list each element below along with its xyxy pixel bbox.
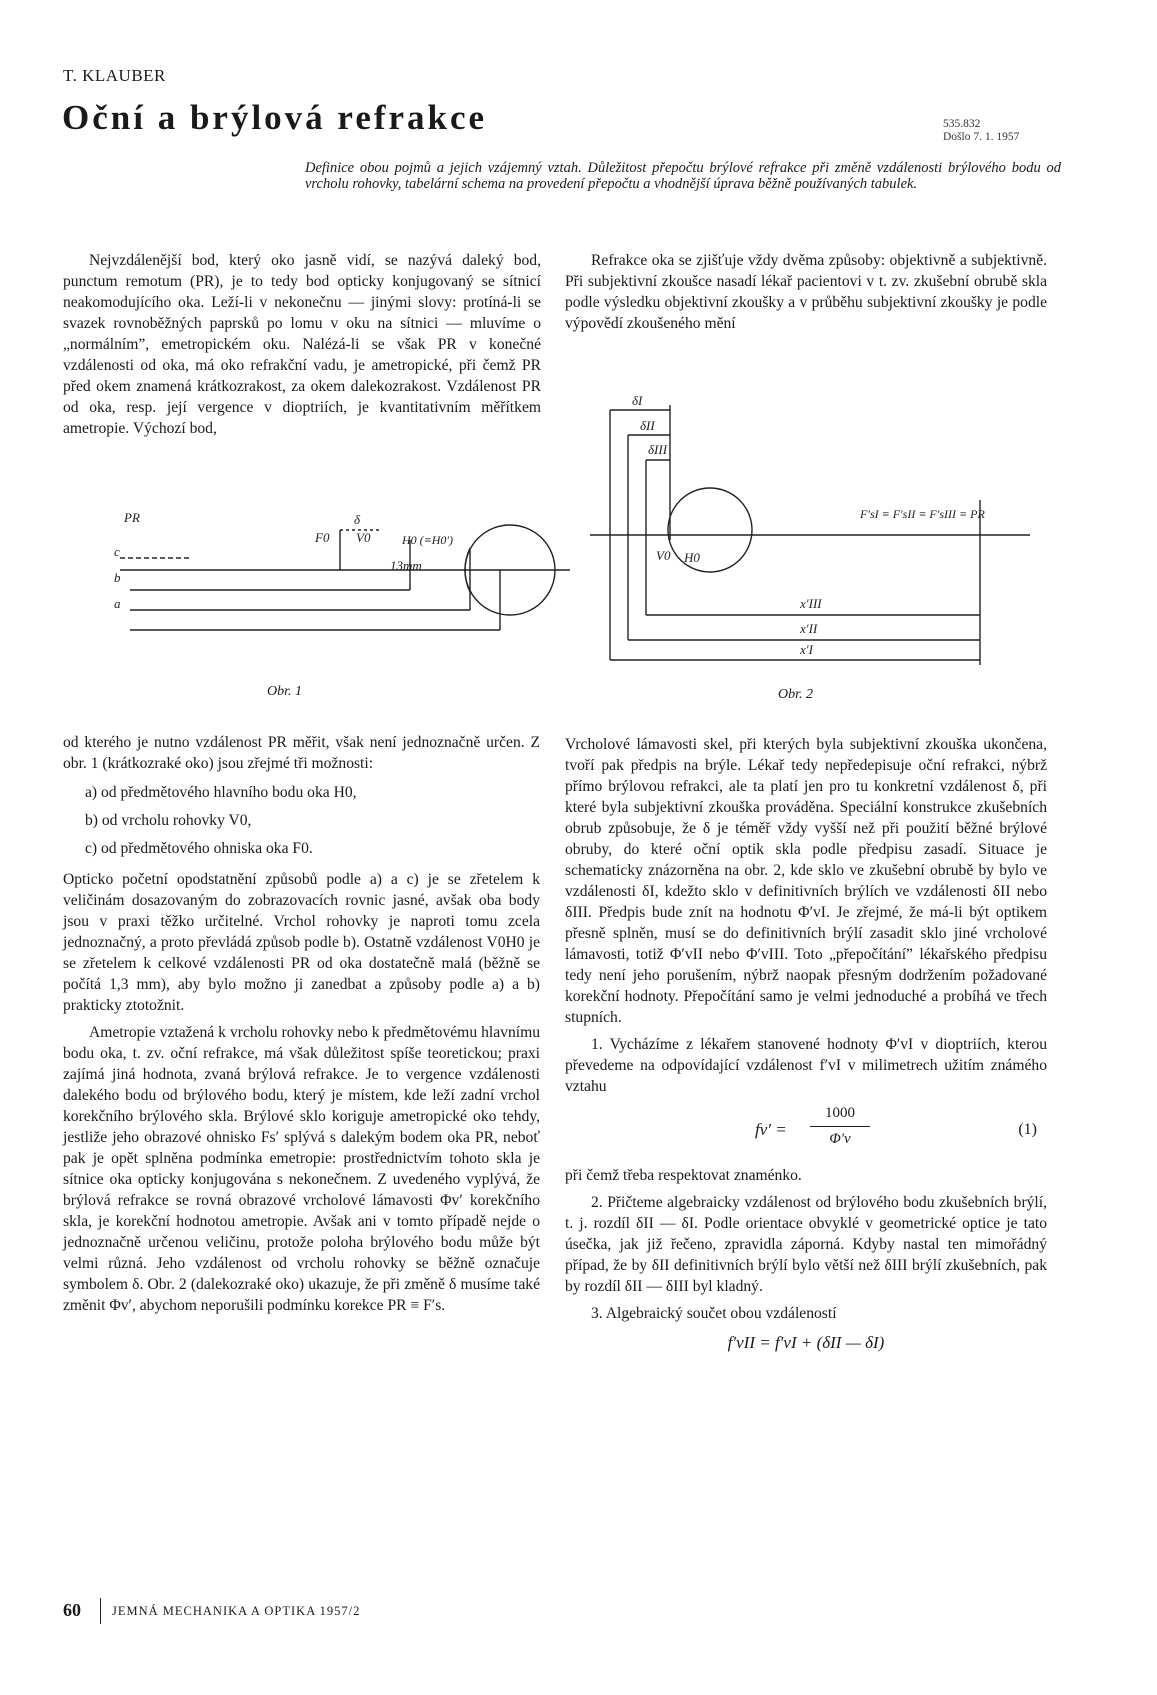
fig2-label-x2: x′II <box>800 621 818 636</box>
page-number: 60 <box>63 1600 81 1620</box>
equation-1 <box>565 1103 1047 1159</box>
author: T. KLAUBER <box>63 66 166 85</box>
received-date: Došlo 7. 1. 1957 <box>943 131 1020 143</box>
list-item: a) od předmětového hlavního bodu oka H0, <box>85 784 357 801</box>
equation-denominator: Φ′v <box>829 1131 851 1147</box>
paragraph: 3. Algebraický součet obou vzdáleností <box>591 1305 837 1322</box>
left-column-main <box>63 732 540 1316</box>
paragraph: od kterého je nutno vzdálenost PR měřit, však není jednoznačně určen. Z obr. 1 (krátkozraké oko) jsou zřejmé tři možnosti: <box>63 734 540 772</box>
classification-code: 535.832 <box>943 118 981 130</box>
fig1-label-pr: PR <box>124 510 140 525</box>
list-item: c) od předmětového ohniska oka F0. <box>85 840 313 857</box>
paragraph: při čemž třeba respektovat znaménko. <box>565 1167 802 1184</box>
right-column-main <box>565 734 1047 1361</box>
fig2-label-d3: δIII <box>648 442 668 457</box>
footer-divider <box>100 1598 101 1624</box>
fig2-label-d2: δII <box>640 418 655 433</box>
fig2-label-x3: x′III <box>800 596 822 611</box>
fig2-label-d1: δI <box>632 393 643 408</box>
paragraph: 1. Vycházíme z lékařem stanovené hodnoty Φ′vI v dioptriích, kterou převedeme na odpovídající vzdálenost f′vI v milimetrech užitím známého vztahu <box>565 1036 1047 1095</box>
fig1-label-v0: V0 <box>356 530 371 545</box>
fig2-label-v0: V0 <box>656 548 671 563</box>
paragraph: Opticko početní opodstatnění způsobů podle a) a c) je se zřetelem k veličinám dosazovaným do zobrazovacích rovnic jasné, avšak oba body jsou v praxi těžko určitelné. Vrchol rohovky je naproti tomu zcela jednoznačný, a proto převládá způsob podle b). Ostatně vzdálenost V0H0 je se zřetelem k celkové vzdálenosti PR od oka dostatečně malá (běžně se počítá 1,3 mm), aby bylo možno ji zanedbat a způsoby podle a) a b) prakticky ztotožnit. <box>63 871 540 1014</box>
fig1-label-a: a <box>114 596 121 611</box>
paragraph: Refrakce oka se zjišťuje vždy dvěma způsoby: objektivně a subjektivně. Při subjektivní zkoušce nasadí lékař pacientovi v t. zv. zkušební obrubě skla podle výsledku objektivní zkoušky a v průběhu subjektivní zkoušky je podle výpovědí zkoušeného mění <box>565 252 1047 332</box>
list-item: b) od vrcholu rohovky V0, <box>85 812 252 829</box>
fig2-label-fpr: F′sI ≡ F′sII ≡ F′sIII ≡ PR <box>860 507 985 521</box>
equation-number: (1) <box>1018 1121 1037 1138</box>
paragraph: Ametropie vztažená k vrcholu rohovky nebo k předmětovému hlavnímu bodu oka, t. zv. oční refrakce, má však důležitost spíše teoretickou; praxi zajímá jiná hodnota, zvaná brýlová refrakce. Je to vergence vzdálenosti dalekého bodu od brýlového bodu, který je místem, kde leží zadní vrchol korekčního brýlového skla. Brýlové sklo koriguje ametropické oko tehdy, jestliže jeho obrazové ohnisko Fs′ splývá s dalekým bodem oka PR, neboť pak je opět splněna podmínka emetropie: prostřednictvím tohoto skla je sítnice oka opticky konjugována s nekonečnem. Z uvedeného vyplývá, že brýlová refrakce se rovná obrazové vrcholové lámavosti Φv′ korekčního skla, je korekční hodnotou ametropie. Avšak ani v tomto případě nejde o jednoznačně určenou veličinu, protože poloha brýlového bodu může být velmi různá. Jeho vzdálenost od vrcholu rohovky se běžně označuje symbolem δ. Obr. 2 (dalekozraké oko) ukazuje, že při změně δ musíme také změnit Φv′, abychom neporušili podmínku korekce PR ≡ F′s. <box>63 1024 540 1314</box>
fig1-label-h0: H0 (≡H0′) <box>402 533 454 547</box>
eye-outline <box>668 488 752 572</box>
equation-lhs: fv′ = <box>755 1120 787 1139</box>
fig1-label-13mm: 13mm <box>390 558 422 573</box>
figure-1-caption: Obr. 1 <box>267 684 303 699</box>
equation-fraction <box>810 1103 870 1150</box>
figure-1-diagram <box>110 510 580 670</box>
fig2-label-h0: H0 <box>684 550 700 565</box>
article-meta <box>943 118 1019 144</box>
figure-2-diagram <box>590 390 1040 680</box>
fig2-label-x1: x′I <box>800 642 813 657</box>
fig1-label-f0: F0 <box>315 530 330 545</box>
fig1-label-b: b <box>114 570 121 585</box>
paragraph: Vrcholové lámavosti skel, při kterých byla subjektivní zkouška ukončena, tvoří pak předpis na brýle. Lékař tedy nepředepisuje oční refrakci, nýbrž přímo brýlovou refrakci, ale ta platí jen pro tu konkretní vzdálenost δ, při které byla subjektivní zkouška prováděna. Speciální konstrukce zkušebních obrub způsobuje, že δ je téměř vždy vyšší než při použití běžné brýlové obruby, do které oční optik skla podle předpisu zasadí. Situace je schematicky znázorněna na obr. 2, kde sklo ve zkušební obrubě by bylo ve vzdálenosti δI, kdežto sklo v definitivních brýlích ve vzdálenosti δII nebo δIII. Předpis bude znít na hodnotu Φ′vI. Je zřejmé, že má-li být optikem přesně splněn, musí se do definitivních brýlí zasadit sklo jiné vrcholové lámavosti, totiž Φ′vII nebo Φ′vIII. Toto „přepočítání” lékařského předpisu tedy není jeho porušením, nýbrž naopak přesným dodržením požadované korekční hodnoty. Přepočítání samo je velmi jednoduché a probíhá ve třech stupních. <box>565 736 1047 1026</box>
options-list <box>63 779 540 863</box>
journal-name: JEMNÁ MECHANIKA A OPTIKA 1957/2 <box>112 1604 361 1618</box>
abstract: Definice obou pojmů a jejich vzájemný vztah. Důležitost přepočtu brýlové refrakce při změně vzdálenosti brýlového bodu od vrcholu rohovky, tabelární schema na provedení přepočtu a vhodnější úprava běžně používaných tabulek. <box>305 160 1061 192</box>
left-column-intro <box>63 250 541 439</box>
fig1-label-c: c <box>114 544 120 559</box>
equation-2: f′vII = f′vI + (δII — δI) <box>727 1333 885 1352</box>
figure-2-caption: Obr. 2 <box>778 687 814 702</box>
paragraph: Nejvzdálenější bod, který oko jasně vidí, se nazývá daleký bod, punctum remotum (PR), je to tedy bod opticky konjugovaný se sítnicí neakomodujícího oka. Leží-li v nekonečnu — jinými slovy: protíná-li se svazek rovnoběžných paprsků po lomu v oku na sítnici — mluvíme o „normálním”, emetropickém oku. Nalézá-li se však PR v konečné vzdálenosti od oka, má oko refrakční vadu, je ametropické, při čemž PR před okem znamená krátkozrakost, za okem dalekozrakost. Vzdálenost PR od oka, resp. její vergence v dioptriích, je kvantitativním měřítkem ametropie. Výchozí bod, <box>63 252 541 437</box>
fig1-label-delta: δ <box>354 512 361 527</box>
paragraph: 2. Přičteme algebraicky vzdálenost od brýlového bodu zkušebních brýlí, t. j. rozdíl δII — δI. Podle orientace obvyklé v geometrické optice je tato úsečka, jak již řečeno, zpravidla záporná. Kdyby nastal ten mimořádný případ, že by δII definitivních brýlí bylo větší než δIII brýlí zkušebních, pak by rozdíl δII — δIII byl kladný. <box>565 1194 1047 1295</box>
equation-numerator: 1000 <box>810 1103 870 1127</box>
right-column-intro <box>565 250 1047 334</box>
article-title: Oční a brýlová refrakce <box>62 98 488 137</box>
